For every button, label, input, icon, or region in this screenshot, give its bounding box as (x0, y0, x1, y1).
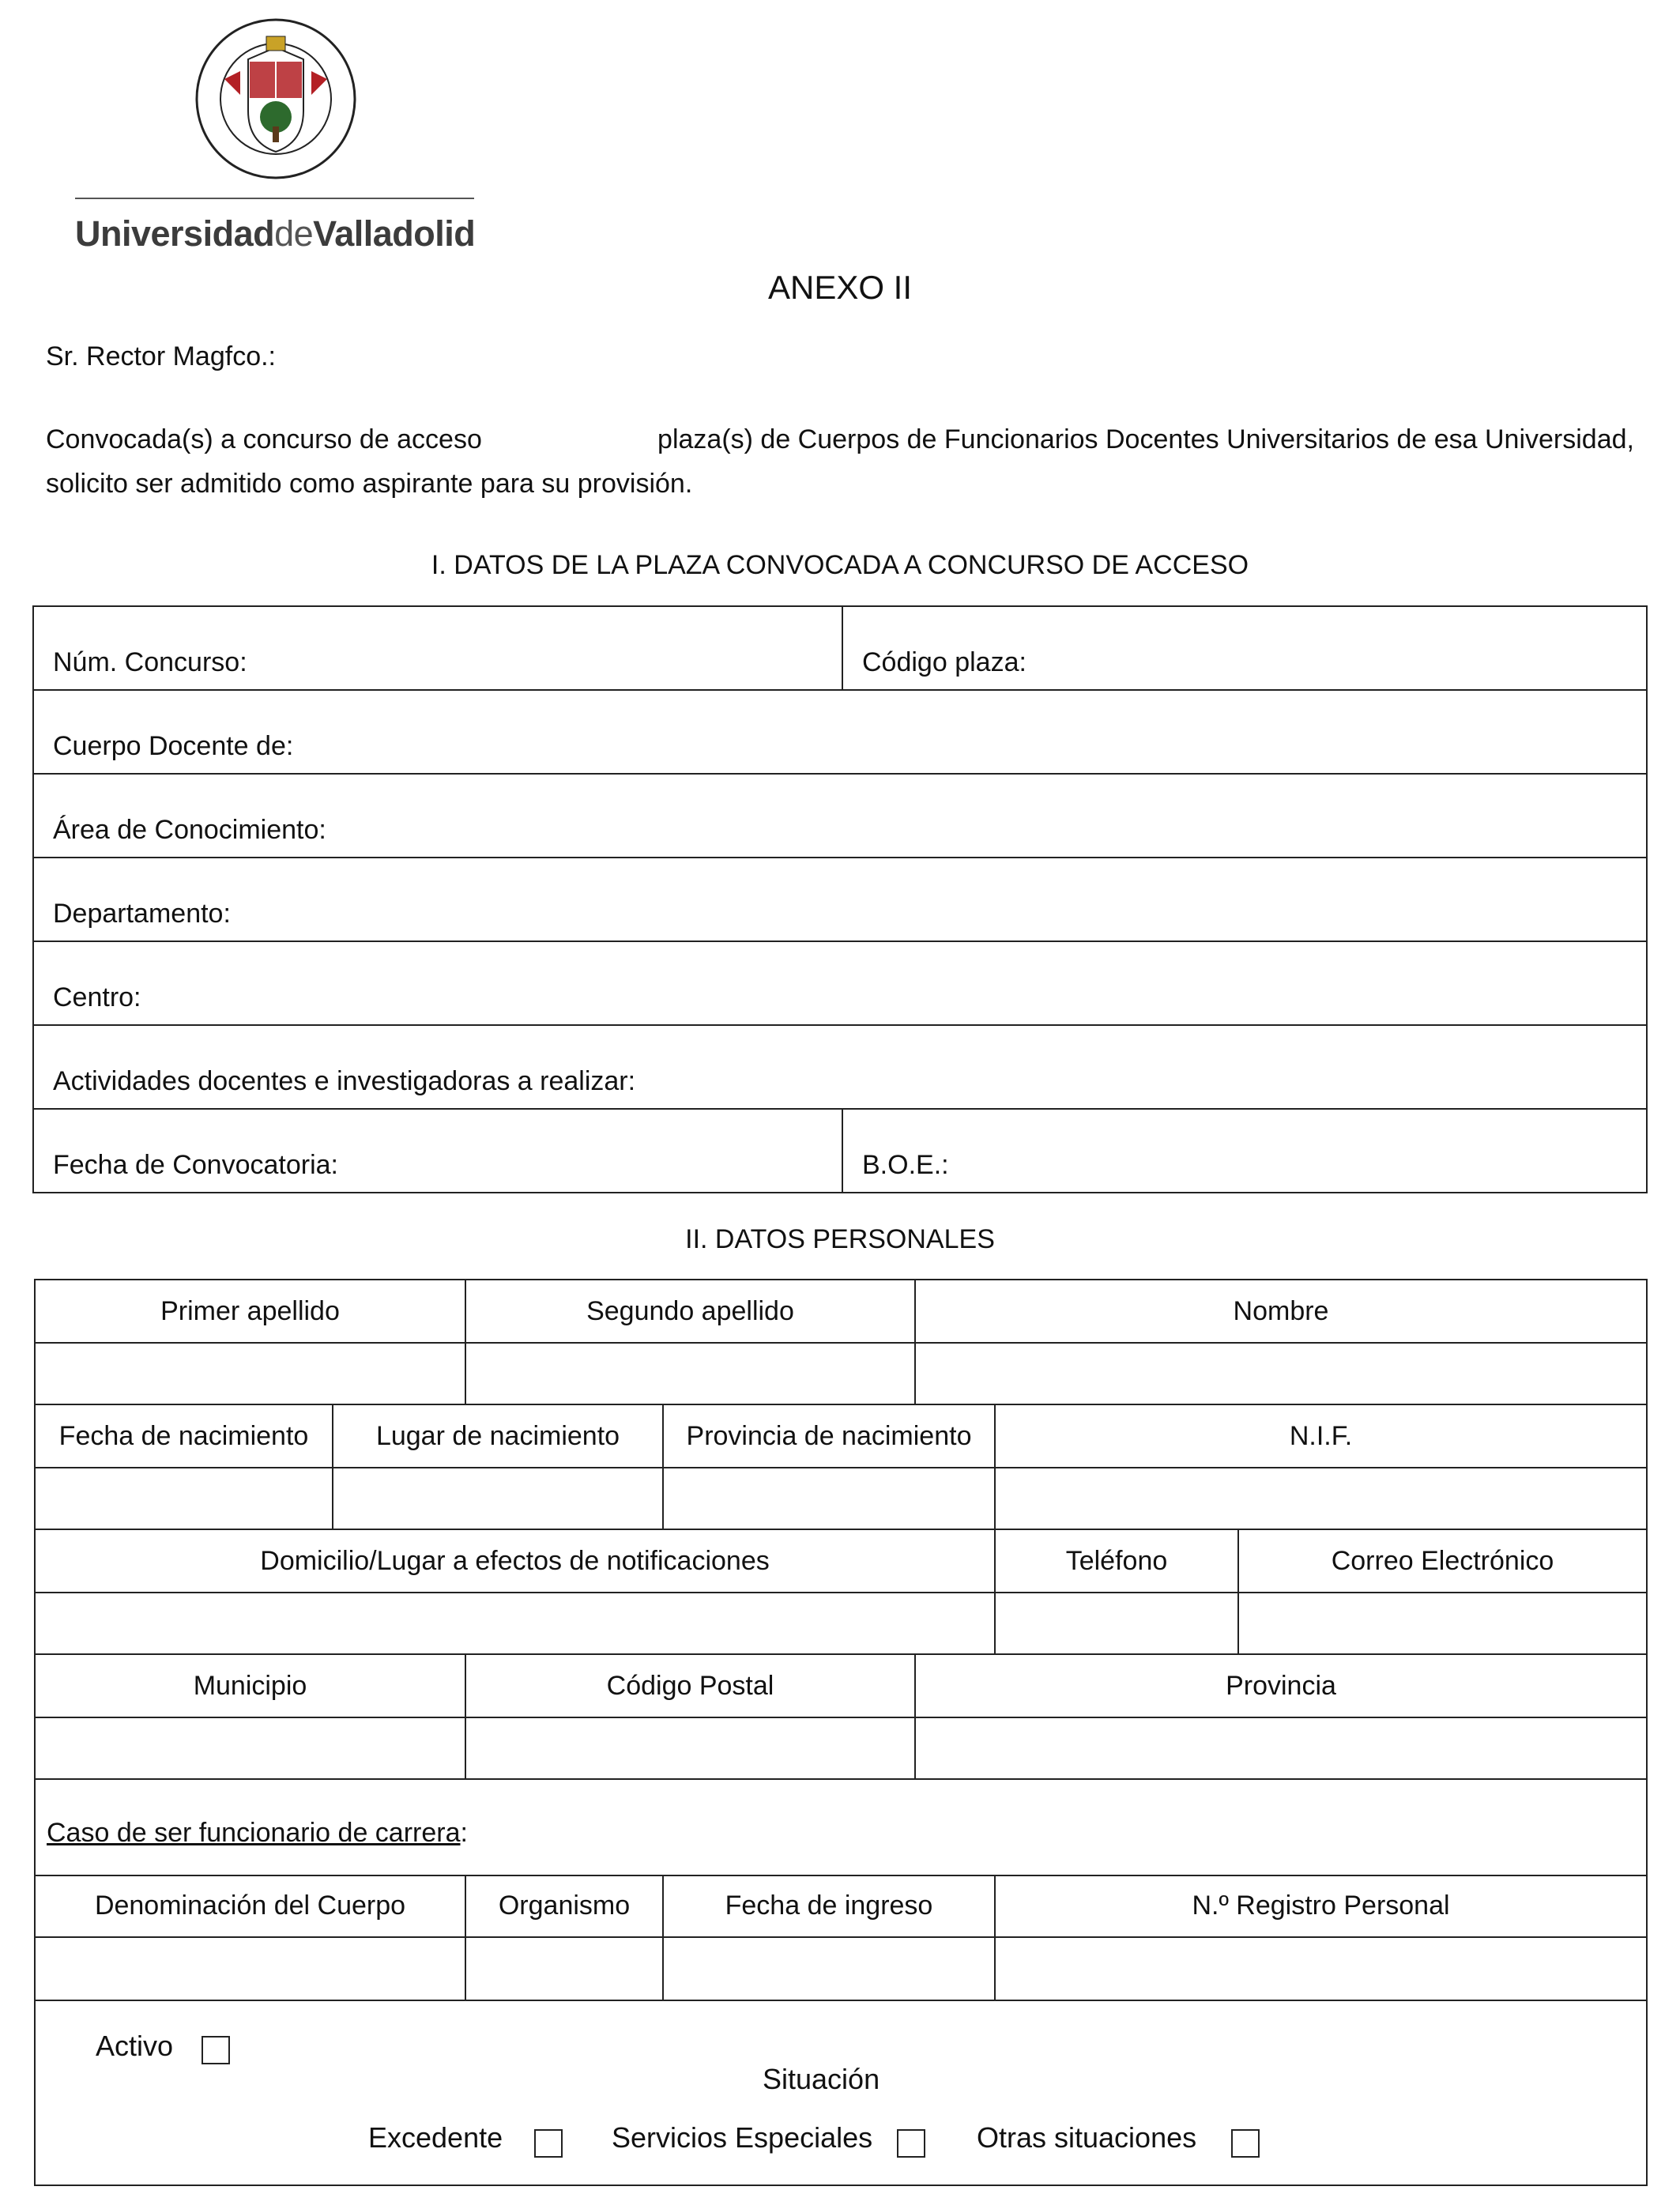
centro-field[interactable] (34, 942, 1646, 1026)
plaza-data-table (32, 605, 1648, 1193)
lugar-nacimiento-header: Lugar de nacimiento (333, 1405, 664, 1468)
fecha-nacimiento-header: Fecha de nacimiento (36, 1405, 333, 1468)
university-seal-logo (193, 16, 359, 182)
boe-label: B.O.E.: (862, 1150, 949, 1180)
intro-line1-part1: Convocada(s) a concurso de acceso (46, 424, 482, 454)
codigo-plaza-field[interactable] (842, 607, 1646, 689)
fecha-ingreso-input[interactable] (664, 1938, 996, 2001)
municipio-input[interactable] (36, 1718, 466, 1780)
cuerpo-docente-label: Cuerpo Docente de: (53, 731, 294, 761)
denominacion-cuerpo-input[interactable] (36, 1938, 466, 2001)
municipio-header: Municipio (36, 1655, 466, 1718)
activo-checkbox[interactable] (202, 2036, 230, 2064)
primer-apellido-header: Primer apellido (36, 1280, 466, 1344)
fecha-convocatoria-label: Fecha de Convocatoria: (53, 1150, 338, 1180)
servicios-especiales-checkbox[interactable] (897, 2129, 925, 2158)
correo-header: Correo Electrónico (1239, 1530, 1646, 1593)
personal-data-table (34, 1279, 1648, 2186)
fecha-convocatoria-field[interactable] (34, 1110, 842, 1192)
area-conocimiento-field[interactable] (34, 775, 1646, 858)
registro-personal-input[interactable] (996, 1938, 1646, 2001)
excedente-checkbox[interactable] (534, 2129, 563, 2158)
nombre-header: Nombre (916, 1280, 1646, 1344)
provincia-input[interactable] (916, 1718, 1646, 1780)
actividades-field[interactable] (34, 1026, 1646, 1110)
organismo-input[interactable] (466, 1938, 664, 2001)
situacion-title: Situación (763, 2063, 880, 2095)
domicilio-header: Domicilio/Lugar a efectos de notificaciones (36, 1530, 996, 1593)
nombre-input[interactable] (916, 1344, 1646, 1405)
domicilio-input[interactable] (36, 1593, 996, 1655)
nif-input[interactable] (996, 1468, 1646, 1530)
university-wordmark: UniversidaddeValladolid (75, 213, 476, 254)
fecha-nacimiento-input[interactable] (36, 1468, 333, 1530)
cuerpo-docente-field[interactable] (34, 691, 1646, 775)
servicios-especiales-label: Servicios Especiales (612, 2121, 873, 2154)
provincia-nacimiento-input[interactable] (664, 1468, 996, 1530)
denominacion-cuerpo-header: Denominación del Cuerpo (36, 1875, 466, 1938)
codigo-postal-input[interactable] (466, 1718, 916, 1780)
boe-field[interactable] (842, 1110, 1646, 1192)
actividades-label: Actividades docentes e investigadoras a realizar: (53, 1066, 636, 1096)
salutation: Sr. Rector Magfco.: (46, 341, 276, 371)
otras-situaciones-checkbox[interactable] (1231, 2129, 1260, 2158)
departamento-field[interactable] (34, 858, 1646, 942)
num-concurso-label: Núm. Concurso: (53, 647, 247, 677)
nif-header: N.I.F. (996, 1405, 1646, 1468)
intro-line1-part2: plaza(s) de Cuerpos de Funcionarios Docentes Universitarios de esa Universidad, (657, 424, 1634, 454)
section1-title: I. DATOS DE LA PLAZA CONVOCADA A CONCURSO DE ACCESO (431, 550, 1249, 580)
caso-funcionario-label: Caso de ser funcionario de carrera: (47, 1818, 468, 1848)
primer-apellido-input[interactable] (36, 1344, 466, 1405)
segundo-apellido-header: Segundo apellido (466, 1280, 916, 1344)
departamento-label: Departamento: (53, 899, 231, 929)
provincia-nacimiento-header: Provincia de nacimiento (664, 1405, 996, 1468)
table-row (34, 607, 1646, 691)
telefono-input[interactable] (996, 1593, 1239, 1655)
segundo-apellido-input[interactable] (466, 1344, 916, 1405)
telefono-header: Teléfono (996, 1530, 1239, 1593)
intro-paragraph (46, 417, 1634, 506)
provincia-header: Provincia (916, 1655, 1646, 1718)
excedente-label: Excedente (368, 2121, 503, 2154)
registro-personal-header: N.º Registro Personal (996, 1875, 1646, 1938)
logo-divider (75, 198, 474, 199)
codigo-postal-header: Código Postal (466, 1655, 916, 1718)
organismo-header: Organismo (466, 1875, 664, 1938)
activo-label: Activo (96, 2030, 174, 2062)
area-conocimiento-label: Área de Conocimiento: (53, 815, 326, 845)
lugar-nacimiento-input[interactable] (333, 1468, 664, 1530)
correo-input[interactable] (1239, 1593, 1646, 1655)
section2-title: II. DATOS PERSONALES (685, 1224, 995, 1254)
centro-label: Centro: (53, 982, 141, 1012)
codigo-plaza-label: Código plaza: (862, 647, 1026, 677)
fecha-ingreso-header: Fecha de ingreso (664, 1875, 996, 1938)
otras-situaciones-label: Otras situaciones (977, 2121, 1197, 2154)
intro-line2: solicito ser admitido como aspirante para su provisión. (46, 469, 693, 499)
num-concurso-field[interactable] (34, 607, 842, 689)
document-title: ANEXO II (767, 269, 913, 306)
table-row (34, 1110, 1646, 1192)
